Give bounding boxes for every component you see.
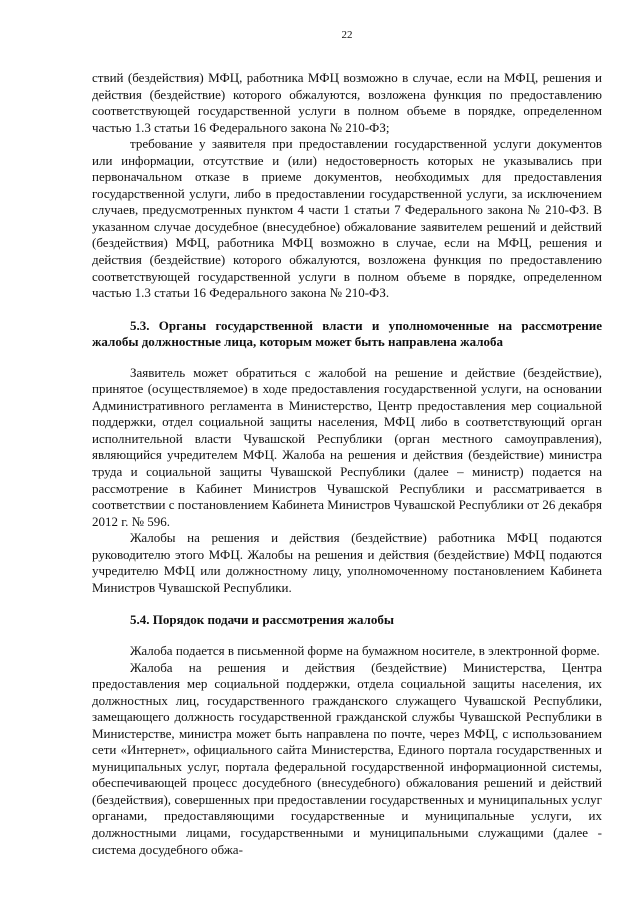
- paragraph-5-4-form: Жалоба подается в письменной форме на бумажном носителе, в электронной форме.: [130, 642, 600, 658]
- paragraph-continuation: ствий (бездействия) МФЦ, работника МФЦ возможно в случае, если на МФЦ, решения и действия (бездействие) которого обжалуются, возложена функция по предоставлению соответствующей государственной услуги в полном объеме в порядке, определенном частью 1.3 статьи 16 Федерального закона № 210-ФЗ;: [92, 70, 602, 135]
- section-heading-5-3: 5.3. Органы государственной власти и уполномоченные на рассмотрение жалобы должностные лица, которым может быть направлена жалоба: [92, 317, 602, 350]
- paragraph-5-4-channels: Жалоба на решения и действия (бездействие) Министерства, Центра предоставления мер социальной поддержки, отдела социальной защиты населения, их должностных лиц, государственного гражданского служащего Чувашской Республики, замещающего должность государственной гражданской службы Чувашской Республики в Министерстве, министра может быть направлена по почте, через МФЦ, с использованием сети «Интернет», официального сайта Министерства, Единого портала государственных и муниципальных услуг, портала федеральной государственной информационной системы, обеспечивающей процесс досудебного (внесудебного) обжалования решений и действий (бездействия), совершенных при предоставлении государственных и муниципальных услуг органами, предоставляющими государственные и муниципальные услуги, их должностными лицами, государственными и муниципальными служащими (далее - система досудебного обжа-: [92, 659, 602, 857]
- page-number: 22: [341, 29, 353, 41]
- paragraph-5-3-applicant: Заявитель может обратиться с жалобой на решение и действие (бездействие), принятое (осуществляемое) в ходе предоставления государственной услуги, на основании Административного регламента в Министерство, Центр предоставления мер социальной поддержки, отдел социальной защиты населения, МФЦ либо в соответствующий орган исполнительной власти Чувашской Республики (орган местного самоуправления), являющийся учредителем МФЦ. Жалоба на решения и действия (бездействие) министра труда и социальной защиты Чувашской Республики (далее – министр) подается на рассмотрение в Кабинет Министров Чувашской Республики и рассматривается в соответствии с постановлением Кабинета Министров Чувашской Республики от 26 декабря 2012 г. № 596.: [92, 364, 602, 529]
- section-heading-5-4: 5.4. Порядок подачи и рассмотрения жалобы: [130, 612, 394, 628]
- document-page: [92, 28, 602, 858]
- paragraph-requirement: требование у заявителя при предоставлении государственной услуги документов или информации, отсутствие и (или) недостоверность которых не указывались при первоначальном отказе в приеме документов, необходимых для предоставления государственной услуги, либо в предоставлении государственной услуги, за исключением случаев, предусмотренных пунктом 4 части 1 статьи 7 Федерального закона № 210-ФЗ. В указанном случае досудебное (внесудебное) обжалование заявителем решений и действий (бездействия) МФЦ, работника МФЦ возможно в случае, если на МФЦ, решения и действия (бездействие) которого обжалуются, возложена функция по предоставлению соответствующей государственной услуги в полном объеме в порядке, определенном частью 1.3 статьи 16 Федерального закона № 210-ФЗ.: [92, 136, 602, 301]
- paragraph-5-3-mfc: Жалобы на решения и действия (бездействие) работника МФЦ подаются руководителю этого МФЦ. Жалобы на решения и действия (бездействие) МФЦ подаются учредителю МФЦ или должностному лицу, уполномоченному постановлением Кабинета Министров Чувашской Республики.: [92, 530, 602, 595]
